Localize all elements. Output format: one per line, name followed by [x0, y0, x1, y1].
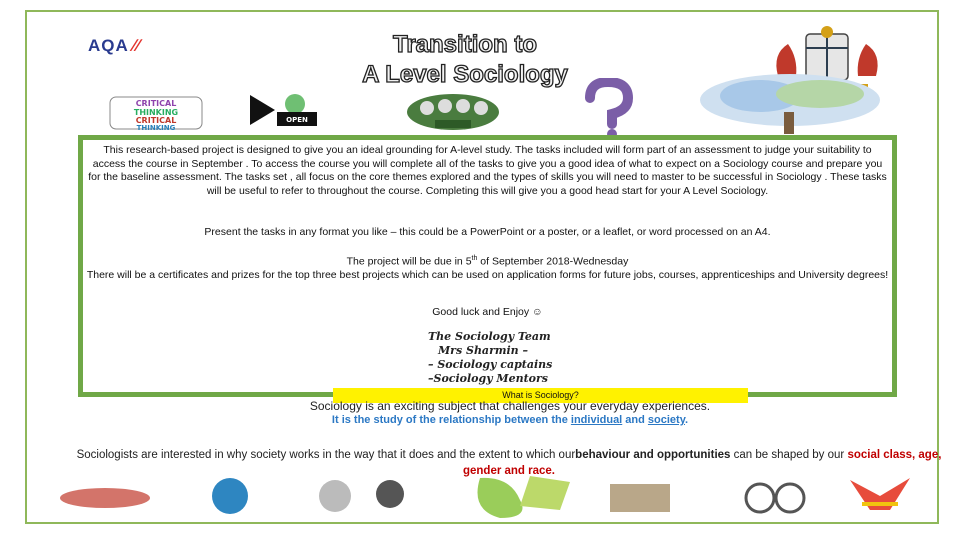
svg-text:THINKING: THINKING: [133, 108, 179, 117]
question-mark-image: [560, 78, 650, 140]
team-signature: The Sociology Team Mrs Sharmin – – Sociology captains –Sociology Mentors: [428, 330, 553, 385]
what-is-sociology-banner: What is Sociology?: [333, 388, 748, 403]
prizes-text: There will be a certificates and prizes for the top three best projects which can be used on application forms for future jobs, courses, apprenticeships and University degrees!: [86, 269, 889, 281]
svg-text:CRITICAL: CRITICAL: [135, 116, 177, 125]
footer-line-2: It is the study of the relationship between the individual and society.: [331, 414, 689, 426]
sociology-themes-image-strip: [50, 470, 940, 520]
due-paragraph: The project will be due in 5th of September 2018-Wednesday There will be a certificates and prizes for the top three best projects which can be used on application forms for future jobs, courses, apprenticeships and University degrees!: [86, 255, 889, 281]
format-paragraph: Present the tasks in any format you like – this could be a PowerPoint or a poster, or a leaflet, or word processed on an A4.: [204, 226, 771, 238]
footer-line-3: Sociologists are interested in why society works in the way that it does and the extent to which ourbehaviour and opportunities can be shaped by our social class, age, gender and race.: [76, 449, 942, 477]
project-info-box: [78, 135, 897, 397]
intro-paragraph: This research-based project is designed to give you an ideal grounding for A-level study. The tasks included will form part of an assessment to judge your suitability to access the course in September . To access the course you will complete all of the tasks to give you a good idea of what to expect on a Sociology course and prepare you for the baseline assessment. The tasks set , all focus on the core themes explored and the types of skills you will need to master to be successful in Sociology . These tasks will be useful to refer to throughout the course. Completing this will give you a good head start for your A Level Sociology.: [88, 144, 887, 197]
sociologists-group-image: [405, 92, 501, 132]
good-luck-text: Good luck and Enjoy ☺: [432, 306, 543, 318]
word-tree-image: [680, 72, 910, 134]
aqa-logo: AQA ∕∕: [88, 36, 141, 55]
page-title: Transition to A Level Sociology: [362, 31, 568, 88]
footer-line-1: Sociology is an exciting subject that challenges your everyday experiences.: [309, 399, 711, 413]
svg-text:THINKING: THINKING: [136, 124, 176, 131]
svg-text:CRITICAL: CRITICAL: [135, 99, 177, 108]
critical-thinking-image: [108, 95, 204, 131]
svg-text:OPEN: OPEN: [286, 116, 308, 124]
open-minded-image: [245, 90, 330, 130]
